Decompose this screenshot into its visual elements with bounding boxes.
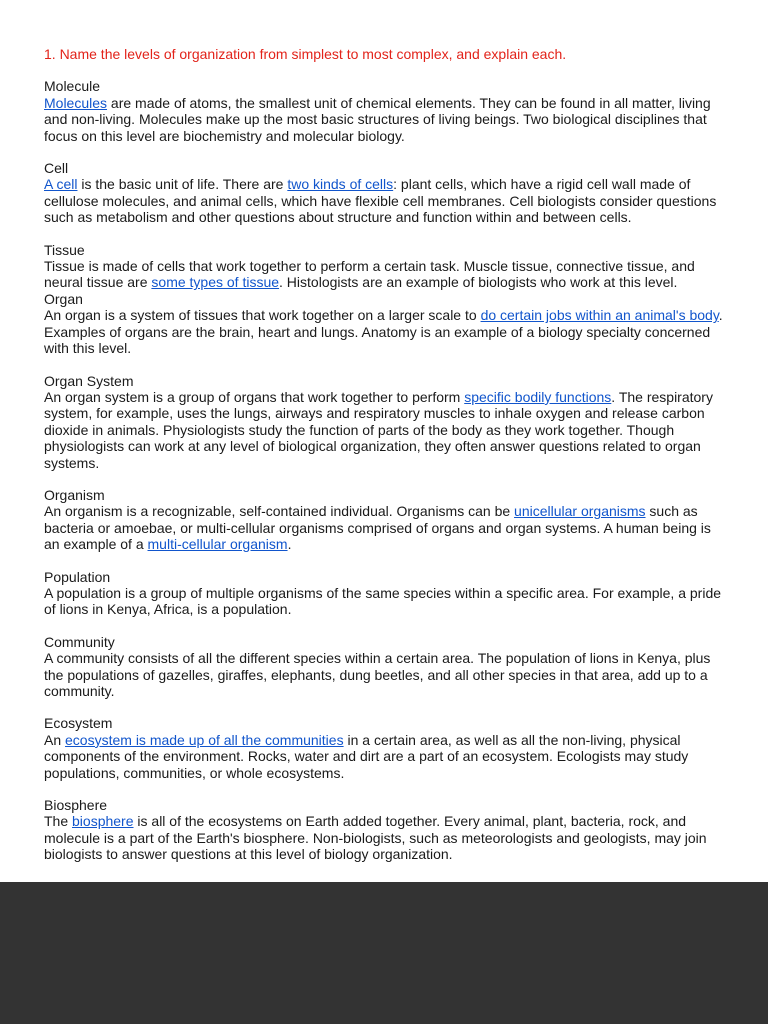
- text-run: . The respiratory system, for example, uses the lungs, airways and respiratory muscles to inhale oxygen and release carbon dioxide in animals. Physiologists study the function of parts of the body as they work together. Though physiologists can work at any level of biological organization, they often answer questions related to organ systems.: [44, 388, 713, 471]
- section-ecosystem: [44, 715, 724, 781]
- section-heading: Organ System: [44, 372, 134, 389]
- text-run: An: [44, 731, 66, 748]
- text-run: .: [287, 536, 292, 553]
- text-link[interactable]: two kinds of cells: [287, 176, 394, 193]
- text-run: is the basic unit of life. There are: [77, 176, 288, 193]
- section-heading: Ecosystem: [44, 715, 113, 732]
- text-run: in a certain area, as well as all the non-living, physical components of the environment. Rocks, water and dirt are a part of an ecosystem. Ecologists may study populations, communities, or whole ecosystems.: [44, 731, 689, 781]
- section-body: [44, 176, 724, 225]
- section-biosphere: [44, 797, 724, 863]
- text-link[interactable]: specific bodily functions: [464, 388, 612, 405]
- section-body: [44, 258, 724, 291]
- section-heading: Organ: [44, 290, 83, 307]
- text-run: Tissue is made of cells that work together to perform a certain task. Muscle tissue, connective tissue, and neural tissue are: [44, 258, 695, 291]
- section-heading: Community: [44, 633, 115, 650]
- text-link[interactable]: do certain jobs within an animal's body: [480, 307, 719, 324]
- section-body: [44, 650, 724, 699]
- text-link[interactable]: some types of tissue: [151, 274, 280, 291]
- section-organ: [44, 291, 724, 357]
- section-population: [44, 569, 724, 618]
- viewer-background: [0, 882, 768, 1024]
- text-link[interactable]: Molecules: [44, 94, 108, 111]
- text-run: The: [44, 813, 73, 830]
- section-body: [44, 503, 724, 552]
- text-link[interactable]: multi-cellular organism: [147, 536, 288, 553]
- section-body: [44, 95, 724, 144]
- text-link[interactable]: A cell: [44, 176, 78, 193]
- section-heading: Organism: [44, 486, 105, 503]
- text-run: An organ is a system of tissues that work together on a larger scale to: [44, 307, 481, 324]
- section-molecule: [44, 78, 724, 144]
- text-run: . Histologists are an example of biologists who work at this level.: [279, 274, 678, 291]
- text-run: A population is a group of multiple organisms of the same species within a specific area. For example, a pride of lions in Kenya, Africa, is a population.: [44, 584, 722, 618]
- section-community: [44, 634, 724, 700]
- section-organ-system: [44, 373, 724, 471]
- text-link[interactable]: unicellular organisms: [514, 503, 646, 520]
- text-run: A community consists of all the different species within a certain area. The population of lions in Kenya, plus the populations of gazelles, giraffes, elephants, dung beetles, and all other species in that area, add up to a community.: [44, 650, 711, 699]
- section-body: [44, 732, 724, 781]
- section-body: [44, 813, 724, 862]
- section-cell: [44, 160, 724, 226]
- section-heading: Molecule: [44, 78, 101, 95]
- text-run: such as bacteria or amoebae, or multi-cellular organisms comprised of organs and organ systems. A human being is an example of a: [44, 503, 711, 553]
- section-heading: Cell: [44, 160, 69, 177]
- text-run: : plant cells, which have a rigid cell wall made of cellulose molecules, and animal cells, which have flexible cell membranes. Cell biologists consider questions such as metabolism and other questions about structure and function within and between cells.: [44, 176, 717, 226]
- section-heading: Biosphere: [44, 797, 108, 814]
- section-heading: Tissue: [44, 241, 85, 258]
- text-run: . Examples of organs are the brain, heart and lungs. Anatomy is an example of a biology specialty concerned with this level.: [44, 307, 723, 357]
- section-heading: Population: [44, 568, 111, 585]
- text-run: An organism is a recognizable, self-contained individual. Organisms can be: [44, 503, 515, 520]
- section-tissue: [44, 242, 724, 291]
- text-link[interactable]: ecosystem is made up of all the communities: [65, 731, 344, 748]
- text-run: An organ system is a group of organs that work together to perform: [44, 388, 465, 405]
- section-organism: [44, 487, 724, 553]
- page-title: 1. Name the levels of organization from simplest to most complex, and explain each.: [44, 46, 567, 62]
- document-body: [44, 78, 724, 862]
- section-body: [44, 389, 724, 471]
- section-body: [44, 307, 724, 356]
- text-link[interactable]: biosphere: [72, 813, 134, 830]
- text-run: is all of the ecosystems on Earth added together. Every animal, plant, bacteria, rock, and molecule is a part of the Earth's biosphere. Non-biologists, such as meteorologists and geologists, may join biologists to answer questions at this level of biology organization.: [44, 813, 707, 863]
- section-body: [44, 585, 724, 618]
- text-run: are made of atoms, the smallest unit of chemical elements. They can be found in all matter, living and non-living. Molecules make up the most basic structures of living beings. Two biological disciplines that focus on this level are biochemistry and molecular biology.: [44, 94, 711, 144]
